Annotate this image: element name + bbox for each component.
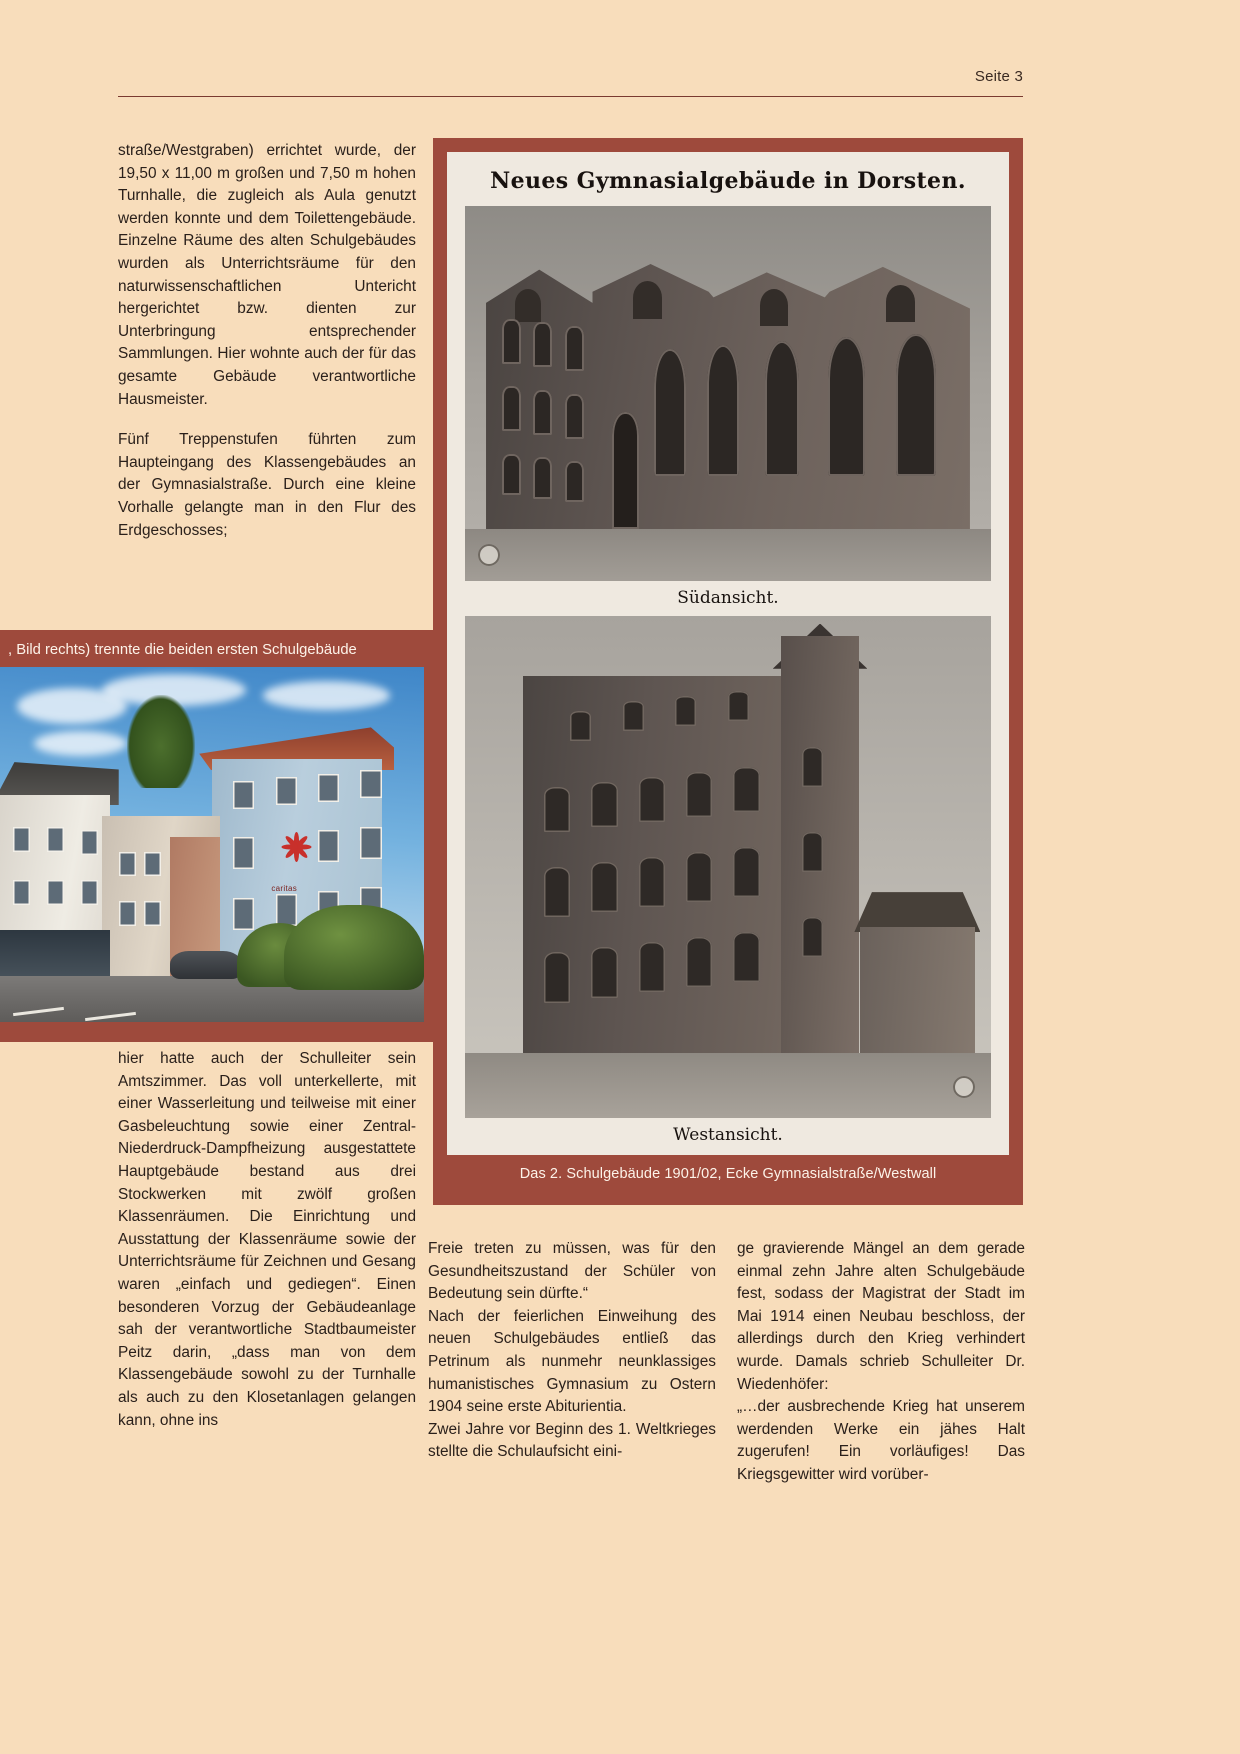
tower-window — [802, 832, 823, 872]
caritas-logo-icon — [280, 830, 314, 864]
caritas-sign-label: caritas — [271, 883, 298, 893]
window — [119, 852, 136, 877]
window — [686, 852, 712, 902]
figure-right-historic-plate — [433, 138, 1023, 1205]
window — [119, 901, 136, 926]
window — [360, 770, 381, 798]
window — [502, 386, 521, 431]
window — [276, 777, 297, 805]
window — [81, 880, 98, 905]
arched-window — [707, 345, 739, 476]
cloud — [263, 681, 390, 709]
entrance-portal — [612, 412, 638, 528]
publisher-stamp-icon — [953, 1076, 975, 1098]
window — [591, 782, 617, 827]
window — [502, 319, 521, 364]
body-text-right-bottom — [737, 1238, 1025, 1487]
window — [565, 461, 584, 502]
window — [686, 772, 712, 817]
gable-window — [633, 281, 662, 319]
body-text-middle-bottom — [428, 1238, 716, 1464]
annex-building — [860, 927, 976, 1058]
hedge — [284, 905, 424, 990]
paragraph: Freie treten zu müssen, was für den Gesundheitszustand der Schüler von Bedeutung sein dürfte.“ — [428, 1240, 716, 1303]
window — [81, 830, 98, 855]
arched-window — [828, 337, 865, 476]
body-text-left-top — [118, 140, 416, 542]
page-number: Seite 3 — [974, 68, 1023, 85]
window — [533, 457, 552, 498]
figure-right-caption: Das 2. Schulgebäude 1901/02, Ecke Gymnasialstraße/Westwall — [519, 1166, 937, 1182]
dormer-window — [623, 701, 644, 731]
window — [565, 394, 584, 439]
window — [276, 894, 297, 926]
window — [639, 942, 665, 992]
header-rule — [118, 96, 1023, 97]
window — [639, 857, 665, 907]
tree — [127, 695, 195, 787]
gable-window — [886, 285, 915, 323]
photo-south-view — [465, 206, 991, 581]
window — [47, 827, 64, 852]
paragraph: Fünf Treppenstufen führten zum Haupteingang des Klassengebäudes an der Gymnasialstraße. Durch eine kleine Vorhalle gelangte man in den Flur des Erdgeschosses; — [118, 431, 416, 539]
window — [733, 847, 759, 897]
parked-car — [170, 951, 242, 979]
window — [360, 827, 381, 859]
dormer-window — [570, 711, 591, 741]
window — [733, 767, 759, 812]
gable-window — [760, 289, 789, 327]
arched-window — [654, 349, 686, 477]
window — [13, 827, 30, 852]
plate-title: Neues Gymnasialgebäude in Dorsten. — [490, 168, 966, 194]
annex-roof — [854, 892, 980, 932]
window — [639, 777, 665, 822]
window — [233, 781, 254, 809]
window — [565, 326, 584, 371]
paragraph: hier hatte auch der Schulleiter sein Amtszimmer. Das voll unterkellerte, mit einer Wasserleitung und teilweise mit einer Gasbeleuchtung sowie einer Zentral-Niederdruck-Dampfheizung ausgestattete Hauptgebäude bestand aus drei Stockwerken mit zwölf großen Klassenräumen. Die Einrichtung und Ausstattung der Klassenräume sowie der Unterrichtsräume für Zeichnen und Gesang waren „einfach und gediegen“. Einen besonderen Vorzug der Gebäudeanlage sah der verantwortliche Stadtbaumeister Peitz darin, „dass man von dem Klassengebäude sowohl zu der Turnhalle als auch zu den Klosetanlagen gelangen kann, ohne ins — [118, 1050, 416, 1429]
window — [686, 937, 712, 987]
shopfront — [0, 930, 110, 980]
gable-window — [515, 289, 541, 323]
body-text-left-bottom — [118, 1048, 416, 1432]
window — [533, 322, 552, 367]
arched-window — [896, 334, 935, 477]
caption-south-view: Südansicht. — [677, 588, 779, 608]
window — [733, 932, 759, 982]
arched-window — [765, 341, 799, 476]
window — [144, 852, 161, 877]
window — [544, 787, 570, 832]
tower-window — [802, 917, 823, 957]
photo-street-view — [0, 667, 424, 1022]
paragraph: Zwei Jahre vor Beginn des 1. Weltkrieges stellte die Schulaufsicht eini- — [428, 1420, 716, 1461]
window — [47, 880, 64, 905]
window — [233, 837, 254, 869]
paragraph: ge gravierende Mängel an dem gerade einmal zehn Jahre alten Schulgebäude fest, sodass der Magistrat der Stadt im Mai 1914 einen Neubau beschloss, der allerdings durch den Krieg verhindert wurde. Damals schrieb Schulleiter Dr. Wiedenhöfer: — [737, 1240, 1025, 1393]
publisher-stamp-icon — [478, 544, 500, 566]
window — [233, 898, 254, 930]
figure-left-photo — [0, 630, 436, 1042]
window — [318, 830, 339, 862]
paragraph: „…der ausbrechende Krieg hat unserem werdenden Werke ein jähes Halt zugerufen! Ein vorläufiges! Das Kriegsgewitter wird vorüber- — [737, 1398, 1025, 1483]
dormer-window — [728, 691, 749, 721]
cloud — [34, 731, 127, 756]
ground — [465, 529, 991, 582]
dormer-window — [675, 696, 696, 726]
window — [591, 947, 617, 997]
paragraph: Nach der feierlichen Einweihung des neuen Schulgebäudes entließ das Petrinum als nunmehr neunklassiges humanistisches Gymnasium zu Ostern 1904 seine erste Abiturientia. — [428, 1307, 716, 1416]
ground — [465, 1053, 991, 1118]
window — [533, 390, 552, 435]
window — [144, 901, 161, 926]
figure-left-caption: , Bild rechts) trennte die beiden ersten Schulgebäude — [8, 642, 357, 658]
window — [502, 454, 521, 495]
window — [318, 774, 339, 802]
caption-west-view: Westansicht. — [673, 1125, 783, 1145]
plate-card — [447, 152, 1009, 1155]
window — [13, 880, 30, 905]
photo-west-view — [465, 616, 991, 1118]
window — [544, 867, 570, 917]
window — [544, 952, 570, 1002]
tower-window — [802, 747, 823, 787]
window — [591, 862, 617, 912]
paragraph: straße/Westgraben) errichtet wurde, der 19,50 x 11,00 m großen und 7,50 m hohen Turnhalle, die zugleich als Aula genutzt werden konnte und dem Toilettengebäude. Einzelne Räume des alten Schulgebäudes wurden als Unterrichtsräume für den naturwissenschaftlichen Untericht hergerichtet bzw. dienten zur Unterbringung entsprechender Sammlungen. Hier wohnte auch der für das gesamte Gebäude verantwortliche Hausmeister. — [118, 142, 416, 408]
